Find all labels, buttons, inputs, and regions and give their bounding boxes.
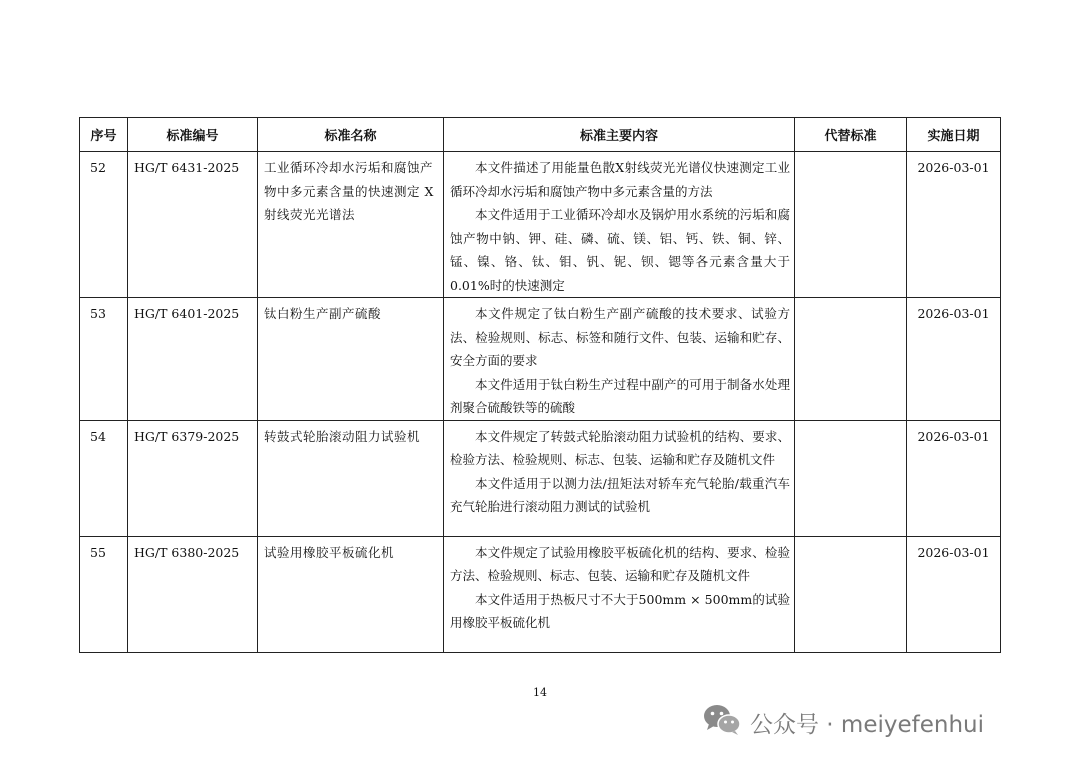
row-replaced: [795, 152, 907, 298]
standards-table: [79, 117, 1001, 653]
header-code: 标准编号: [128, 118, 258, 152]
row-content: [444, 420, 795, 536]
row-content: [444, 298, 795, 421]
content-paragraph: 本文件规定了转鼓式轮胎滚动阻力试验机的结构、要求、检验方法、检验规则、标志、包装、运输和贮存及随机文件: [450, 428, 790, 467]
row-seq: 54: [80, 420, 128, 536]
table-row: [80, 536, 1001, 652]
row-name: 钛白粉生产副产硫酸: [258, 298, 444, 421]
row-name: 转鼓式轮胎滚动阻力试验机: [258, 420, 444, 536]
row-date: 2026-03-01: [907, 536, 1001, 652]
watermark-text: 公众号 · meiyefenhui: [750, 711, 985, 738]
row-content: [444, 536, 795, 652]
row-code: HG/T 6379-2025: [128, 420, 258, 536]
row-replaced: [795, 536, 907, 652]
page-number: 14: [533, 686, 547, 699]
row-code: HG/T 6401-2025: [128, 298, 258, 421]
content-paragraph: 本文件适用于以测力法/扭矩法对轿车充气轮胎/载重汽车充气轮胎进行滚动阻力测试的试验机: [450, 475, 790, 514]
row-code: HG/T 6431-2025: [128, 152, 258, 298]
row-code: HG/T 6380-2025: [128, 536, 258, 652]
row-seq: 53: [80, 298, 128, 421]
content-paragraph: 本文件适用于热板尺寸不大于500mm × 500mm的试验用橡胶平板硫化机: [450, 591, 790, 630]
wechat-icon: [702, 702, 750, 742]
table-row: [80, 152, 1001, 298]
header-replaced: 代替标准: [795, 118, 907, 152]
table-header-row: [80, 118, 1001, 152]
content-paragraph: 本文件规定了试验用橡胶平板硫化机的结构、要求、检验方法、检验规则、标志、包装、运输和贮存及随机文件: [450, 544, 790, 583]
header-seq: 序号: [80, 118, 128, 152]
row-name: 试验用橡胶平板硫化机: [258, 536, 444, 652]
row-seq: 52: [80, 152, 128, 298]
table-row: [80, 420, 1001, 536]
content-paragraph: 本文件规定了钛白粉生产副产硫酸的技术要求、试验方法、检验规则、标志、标签和随行文件、包装、运输和贮存、安全方面的要求: [450, 306, 790, 368]
row-seq: 55: [80, 536, 128, 652]
row-name: 工业循环冷却水污垢和腐蚀产物中多元素含量的快速测定 X射线荧光光谱法: [258, 152, 444, 298]
header-name: 标准名称: [258, 118, 444, 152]
header-date: 实施日期: [907, 118, 1001, 152]
content-paragraph: 本文件适用于钛白粉生产过程中副产的可用于制备水处理剂聚合硫酸铁等的硫酸: [450, 376, 790, 415]
row-replaced: [795, 298, 907, 421]
row-date: 2026-03-01: [907, 152, 1001, 298]
row-date: 2026-03-01: [907, 420, 1001, 536]
row-date: 2026-03-01: [907, 298, 1001, 421]
table-row: [80, 298, 1001, 421]
header-content: 标准主要内容: [444, 118, 795, 152]
content-paragraph: 本文件适用于工业循环冷却水及锅炉用水系统的污垢和腐蚀产物中钠、钾、硅、磷、硫、镁、铝、钙、铁、铜、锌、锰、镍、铬、钛、钼、钒、铌、钡、锶等各元素含量大于0.01%时的快速测定: [450, 207, 790, 293]
row-replaced: [795, 420, 907, 536]
content-paragraph: 本文件描述了用能量色散X射线荧光光谱仪快速测定工业循环冷却水污垢和腐蚀产物中多元素含量的方法: [450, 160, 790, 199]
row-content: [444, 152, 795, 298]
watermark: [702, 702, 984, 742]
